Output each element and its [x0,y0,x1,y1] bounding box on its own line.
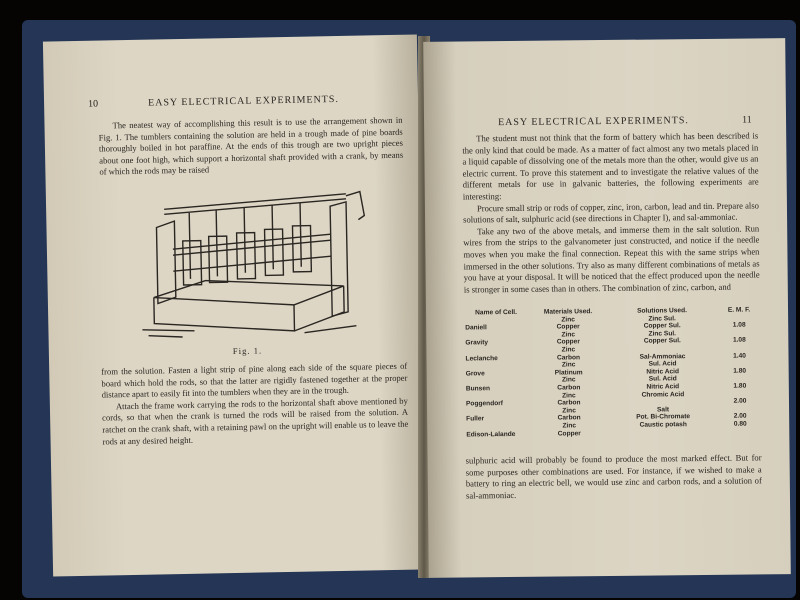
cell-emf: 2.00 [733,412,747,420]
right-page-number: 11 [741,114,752,126]
cell-materials: Zinc [562,407,576,415]
header-emf: E. M. F. [727,306,751,314]
cell-name: Gravity [465,339,489,347]
cell-emf: 1.08 [732,321,746,329]
cell-emf [719,428,761,436]
cell-materials: Zinc [562,422,577,430]
left-paragraph-2: from the solution. Fasten a light strip of pine along each side of the square pieces of board which hold the rods, so that the latter are rigidly fastened together at the proper distance apart to easily fit into the tumblers when they are in the trough. Attach the frame work carrying the rods to the horizontal shaft above mentioned by cords, so that when the crank is turned the rods will be raised from the solution. A ratchet on the crank shaft, with a retaining pawl on the upright will enable us to leave the rods at any desired height. [101,360,409,447]
cell-materials: Copper [557,429,581,438]
cell-emf: 1.80 [733,367,747,375]
header-solutions: Solutions Used. [637,307,687,315]
cell-solutions: Zinc Sul. [648,314,676,323]
cell-solutions: Sul. Acid [648,360,677,368]
right-page [423,38,791,578]
battery-cells-table [462,306,761,438]
cell-materials: Platinum [554,369,583,377]
cell-materials: Carbon [557,384,581,392]
cell-solutions: Zinc Sul. [648,330,677,338]
cell-name: Daniell [465,324,487,332]
cell-materials: Zinc [562,391,576,400]
left-paragraph-1: The neatest way of accomplishing this result is to use the arrangement shown in Fig. 1. The tumblers containing the solution are held in a trough made of pine boards thoroughly boiled in hot paraffine. At the ends of this trough are two upright pieces about one foot high, which support a horizontal shaft provided with a crank, by means of which the rods may be raised [98,114,404,177]
cell-solutions: Pot. Bi-Chromate [636,413,691,422]
cell-emf: 1.80 [733,382,747,390]
cell-solutions: Sal-Ammoniac [639,352,686,361]
cell-name: Grove [465,370,485,378]
cell-emf: 1.08 [732,336,746,345]
cell-solutions [607,428,719,437]
header-materials: Materials Used. [543,308,593,316]
cell-emf: 0.80 [733,420,747,428]
cell-solutions: Chromic Acid [641,390,685,399]
left-page [43,34,427,576]
cell-materials: Copper [556,338,580,346]
cell-solutions: Copper Sul. [643,337,681,345]
cell-emf: 2.00 [733,397,747,405]
cell-solutions: Salt [656,406,670,414]
battery-trough-illustration [132,175,375,340]
left-running-head: EASY ELECTRICAL EXPERIMENTS. [147,93,340,109]
cell-materials: Copper [556,323,580,331]
right-running-head: EASY ELECTRICAL EXPERIMENTS. [497,115,689,129]
cell-materials: Zinc [561,361,576,369]
cell-name: Leclanche [465,354,498,363]
cell-materials: Carbon [556,353,581,362]
cell-solutions: Copper Sul. [643,322,681,330]
cell-name: Fuller [466,415,485,423]
cell-materials: Carbon [557,414,581,422]
cell-materials: Zinc [561,331,576,339]
cell-name: Poggendorf [465,400,504,408]
right-body-text: The student must not think that the form of battery which has been described is the only kind that could be made. As a matter of fact almost any two metals placed in a liquid capable of dissolving one of the metals more than the other, would give us an electric current. To prove this statement and to investigate the relative values of the different metals for use in galvanic batteries, the following experiments are interesting: Procure small strip or rods of copper, zinc, iron, carbon, lead and tin. Prepare also solutions of salt, sulphuric acid (see directions in Chapter I), and sal-ammoniac. Take any two of the above metals, and immerse them in the salt solution. Run wires from the strips to the galvanometer just constructed, and notice if the needle moves when you make the final connection. Repeat this with the same strips when immersed in the other solutions. Try also as many different combinations of metals as you have at your disposal. It will be noticed that the effect produced upon the needle is stronger in some cases than in others. The combination of zinc, carbon, and [462,130,760,295]
left-page-number: 10 [88,98,99,110]
cell-materials: Carbon [557,399,581,407]
cell-materials: Zinc [561,376,576,384]
cell-materials: Zinc [561,315,575,324]
figure-caption: Fig. 1. [232,345,263,357]
cell-materials: Zinc [561,346,576,354]
cell-name: Bunsen [465,385,491,393]
cell-solutions: Caustic potash [639,421,687,429]
cell-emf: 1.40 [733,352,746,360]
right-paragraph-final: sulphuric acid will probably be found to produce the most marked effect. But for some purposes other combinations are used. For instance, if we wished to make a battery to ring an electric bell, we would use zinc and carbon rods, and a solution of sal-ammoniac. [465,452,762,501]
cell-solutions: Nitric Acid [646,367,680,376]
cell-solutions: Sul. Acid [648,375,677,383]
cell-name: Edison-Lalande [466,430,516,438]
header-name-of-cell: Name of Cell. [475,308,517,317]
cell-solutions: Nitric Acid [646,383,680,391]
